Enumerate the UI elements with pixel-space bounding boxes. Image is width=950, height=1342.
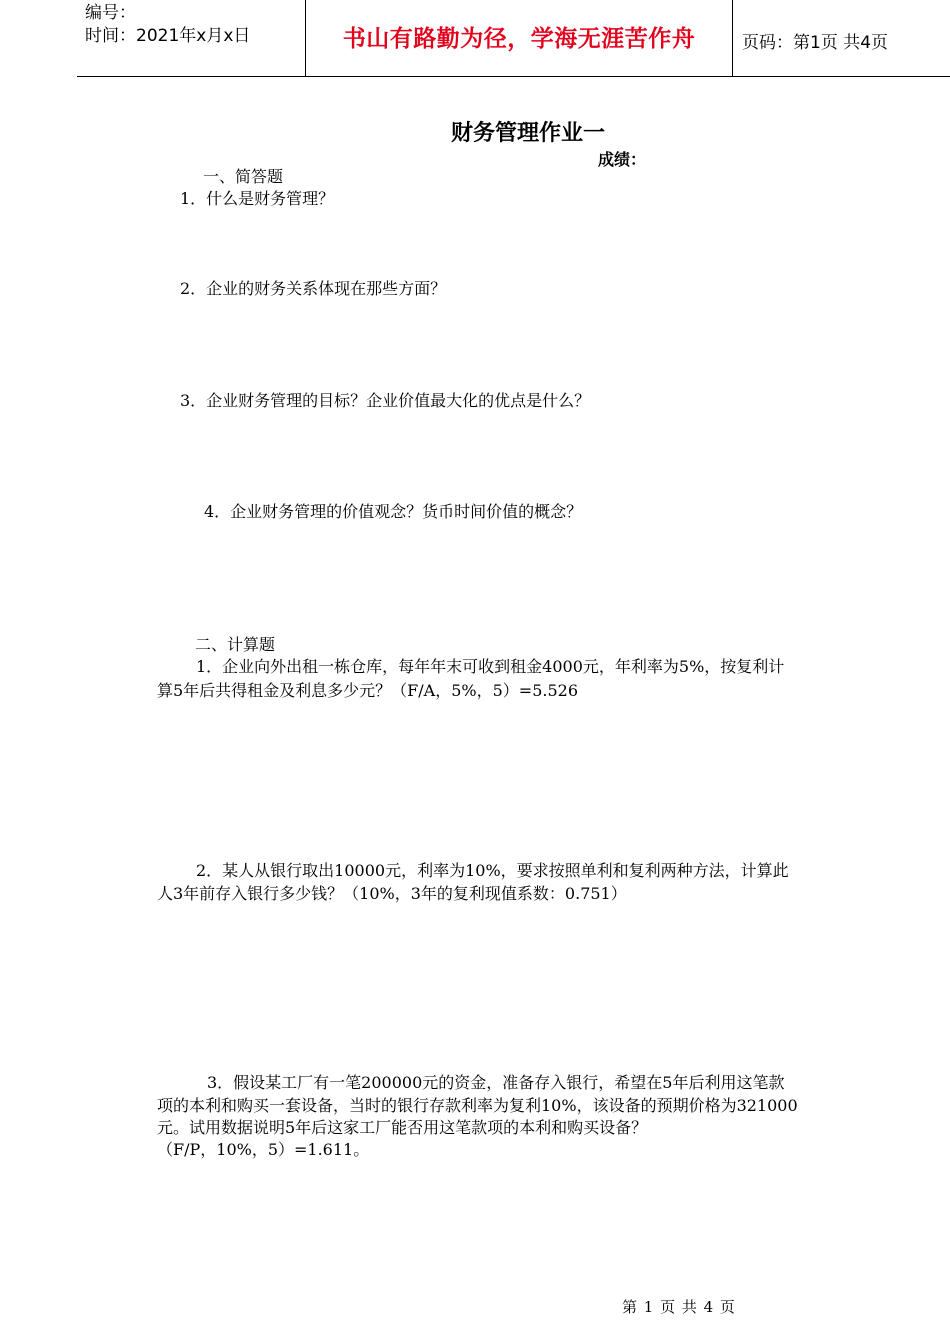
calc-3-line-3: 元。试用数据说明5年后这家工厂能否用这笔款项的本利和购买设备？ (157, 1118, 648, 1137)
score-label: 成绩： (598, 150, 647, 169)
section-heading-calculation: 二、计算题 (195, 635, 276, 654)
question-4: 4．企业财务管理的价值观念？货币时间价值的概念？ (204, 502, 583, 521)
calc-3-line-1: 3．假设某工厂有一笔200000元的资金，准备存入银行，希望在5年后利用这笔款 (207, 1073, 785, 1092)
header-motto: 书山有路勤为径，学海无涯苦作舟 (342, 26, 696, 52)
document-header (77, 0, 950, 77)
question-1: 1．什么是财务管理？ (180, 189, 335, 208)
question-3: 3．企业财务管理的目标？企业价值最大化的优点是什么？ (180, 391, 591, 410)
section-heading-short-answer: 一、简答题 (203, 167, 284, 186)
header-divider-right (732, 0, 733, 76)
calc-2-line-2: 人3年前存入银行多少钱？（10%，3年的复利现值系数：0.751） (157, 884, 627, 903)
calc-1-line-2: 算5年后共得租金及利息多少元？（F/A，5%，5）=5.526 (157, 681, 579, 700)
date-label: 时间：2021年x月x日 (85, 26, 251, 46)
calc-2-line-1: 2．某人从银行取出10000元，利率为10%，要求按照单利和复利两种方法，计算此 (196, 861, 789, 880)
page-footer: 第 1 页 共 4 页 (622, 1298, 736, 1316)
header-meta (85, 2, 305, 48)
calc-3-line-2: 项的本利和购买一套设备，当时的银行存款利率为复利10%，该设备的预期价格为321000 (157, 1096, 798, 1115)
calc-1-line-1: 1．企业向外出租一栋仓库，每年年末可收到租金4000元，年利率为5%，按复利计 (196, 657, 785, 676)
question-2: 2．企业的财务关系体现在那些方面？ (180, 279, 447, 298)
serial-number-label: 编号： (85, 3, 136, 23)
calc-3-line-4: （F/P，10%，5）=1.611。 (157, 1140, 370, 1159)
document-title: 财务管理作业一 (450, 121, 605, 146)
header-page-info: 页码：第1页 共4页 (742, 33, 889, 53)
